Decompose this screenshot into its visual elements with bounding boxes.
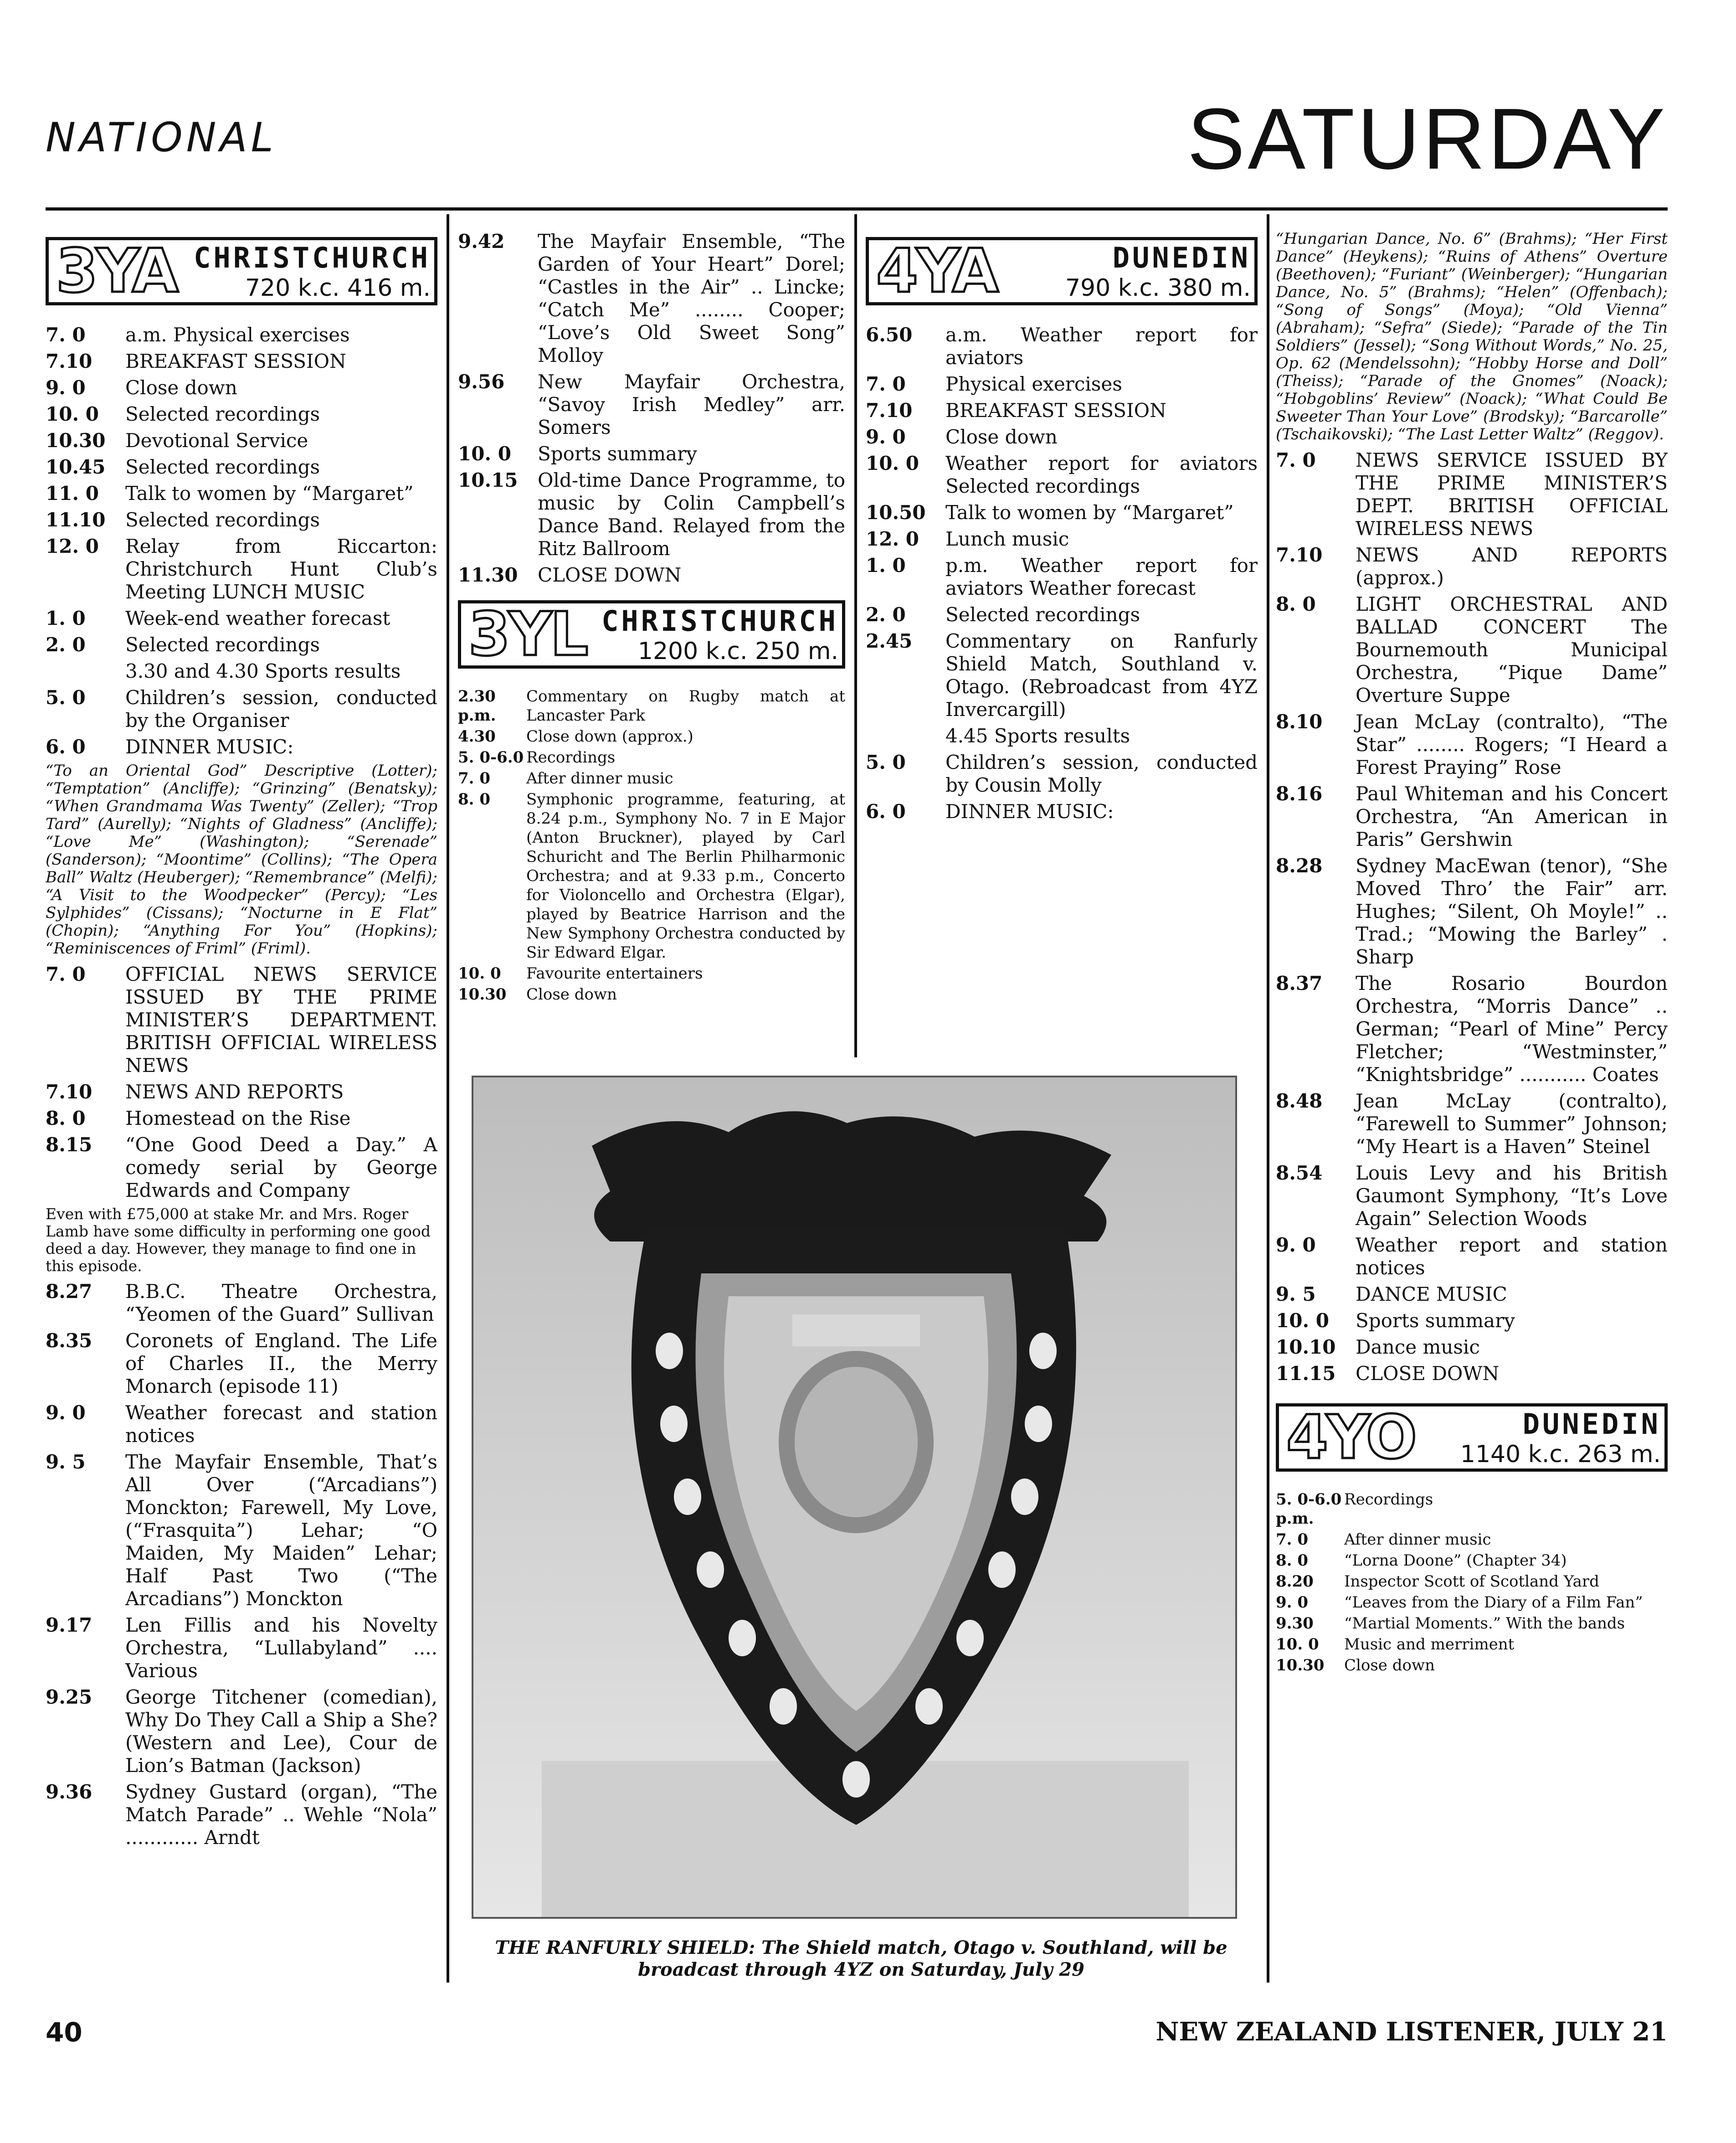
entry-description: Weather report and station notices [1356, 1234, 1668, 1279]
schedule-entry [1276, 1551, 1668, 1570]
schedule-entry [1276, 1656, 1668, 1675]
entry-time: 5. 0-6.0 [458, 748, 524, 767]
entry-time: 10. 0 [1276, 1309, 1329, 1332]
entry-description: Symphonic programme, featuring, at 8.24 p.m., Symphony No. 7 in E Major (Anton Bruckner), played by Carl Schuricht and The Berlin Philharmonic Orchestra; and at 9.33 p.m., Concerto for Violoncello and Orchestra (Elgar), played by Beatrice Harrison and the New Symphony Orchestra conducted by Sir Edward Elgar. [526, 790, 845, 962]
schedule-entry [866, 554, 1258, 600]
schedule-entry [866, 630, 1258, 721]
entry-description: After dinner music [526, 769, 673, 788]
entry-description: Recordings [526, 748, 616, 767]
entry-description: Dance music [1356, 1336, 1480, 1358]
schedule-entry [1276, 1635, 1668, 1654]
entry-time: 10. 0 [866, 452, 919, 474]
schedule-entry [458, 469, 845, 560]
entry-description: Commentary on Rugby match at Lancaster Park [526, 687, 845, 725]
schedule-entry [46, 686, 437, 732]
schedule-entry [866, 603, 1258, 626]
station-logo: 3YL [468, 599, 587, 670]
station-logo: 3YA [56, 237, 177, 306]
schedule-entry [458, 769, 845, 788]
schedule-entry [46, 482, 437, 505]
schedule-entry [1276, 1309, 1668, 1332]
entry-time: 6. 0 [866, 800, 906, 823]
schedule-entry [46, 1081, 437, 1103]
schedule-list [866, 324, 1258, 823]
entry-time: 10.45 [46, 456, 106, 478]
entry-time: 7. 0 [458, 769, 490, 788]
entry-time: 1. 0 [46, 607, 86, 629]
schedule-entry [458, 443, 845, 465]
entry-description: “Lorna Doone” (Chapter 34) [1344, 1551, 1567, 1570]
entry-time: 9. 0 [46, 376, 86, 399]
schedule-entry [458, 748, 845, 767]
entry-time: 9. 0 [866, 426, 906, 448]
station-city: CHRISTCHURCH [601, 604, 838, 638]
entry-description: Selected recordings [125, 456, 320, 478]
header-rule [46, 207, 1668, 211]
entry-description: LIGHT ORCHESTRAL AND BALLAD CONCERT The Bournemouth Municipal Orchestra, “Pique Dame” Overture Suppe [1356, 593, 1668, 706]
entry-time: 10. 0 [458, 964, 501, 983]
column-4 [1276, 230, 1668, 1980]
entry-description: DANCE MUSIC [1356, 1283, 1507, 1305]
station-banner-3yl [458, 600, 845, 669]
entry-time: 9.42 [458, 230, 505, 252]
entry-time: 9. 0 [1276, 1234, 1316, 1256]
schedule-entry [866, 501, 1258, 524]
entry-description: After dinner music [1344, 1530, 1491, 1549]
entry-time: 7. 0 [1276, 1530, 1308, 1549]
entry-time [866, 725, 945, 747]
entry-description: Close down [1344, 1656, 1435, 1674]
schedule-entry [46, 324, 437, 346]
schedule-entry [866, 426, 1258, 448]
entry-description: Physical exercises [945, 373, 1122, 395]
photo-caption: THE RANFURLY SHIELD: The Shield match, Otago v. Southland, will be broadcast through 4YZ on Saturday, July 29 [495, 1937, 1228, 1980]
entry-description: Talk to women by “Margaret” [125, 482, 414, 505]
entry-time: 9.30 [1276, 1614, 1314, 1633]
entry-description: Music and merriment [1344, 1635, 1515, 1654]
station-banner-4yo [1276, 1403, 1668, 1472]
schedule-entry [1276, 1490, 1668, 1528]
entry-time: 9.36 [46, 1781, 92, 1803]
entry-description: NEWS AND REPORTS (approx.) [1356, 544, 1668, 589]
entry-time: 5. 0-6.0 p.m. [1276, 1490, 1342, 1528]
schedule-entry [866, 373, 1258, 396]
station-frequency: 790 k.c. 380 m. [1065, 274, 1251, 302]
entry-description: Homestead on the Rise [125, 1107, 351, 1129]
schedule-entry [1276, 783, 1668, 851]
schedule-entry [1276, 1234, 1668, 1279]
entry-description: Commentary on Ranfurly Shield Match, Southland v. Otago. (Rebroadcast from 4YZ Invercargill) [945, 630, 1258, 721]
schedule-entry [1276, 972, 1668, 1086]
entry-description: Sydney Gustard (organ), “The Match Parade” .. Wehle “Nola” ............ Arndt [125, 1781, 437, 1849]
entry-description: Weather report for aviators Selected recordings [945, 452, 1258, 497]
entry-description: Selected recordings [125, 403, 320, 425]
schedule-entry [46, 456, 437, 479]
entry-description: Favourite entertainers [526, 964, 703, 983]
schedule-entry [866, 800, 1258, 823]
schedule-entry [46, 736, 437, 758]
entry-description: Close down [526, 985, 617, 1004]
entry-description: CLOSE DOWN [538, 564, 682, 586]
entry-description: NEWS AND REPORTS [125, 1081, 344, 1103]
entry-description: Close down [945, 426, 1058, 448]
entry-time: 11. 0 [46, 482, 99, 505]
schedule-entry [46, 1781, 437, 1849]
dinner-music-list: “To an Oriental God” Descriptive (Lotter); “Temptation” (Ancliffe); “Grinzing” (Benatsky); “When Grandmama Was Twenty” (Zeller); “Trop Tard” (Aurelly); “Nights of Gladness” (Ancliffe); “Love Me” (Washington); “Serenade” (Sanderson); “Moontime” (Collins); “The Opera Ball” Waltz (Heuberger); “Remembrance” (Melfi); “A Visit to the Woodpecker” (Percy); “Les Sylphides” (Cissans); “Nocturne in E Flat” (Chopin); “Anything For You” (Hopkins); “Reminiscences of Friml” (Friml). [46, 762, 437, 958]
entry-time: 9. 5 [1276, 1283, 1316, 1305]
entry-time: 7. 0 [866, 373, 906, 395]
entry-time: 5. 0 [46, 686, 86, 709]
entry-time: 8. 0 [458, 790, 490, 809]
entry-description: Weather forecast and station notices [125, 1401, 437, 1447]
entry-description: Selected recordings [945, 603, 1140, 626]
entry-description: “One Good Deed a Day.” A comedy serial by George Edwards and Company [125, 1133, 437, 1201]
schedule-entry [1276, 1572, 1668, 1591]
entry-description: “Martial Moments.” With the bands [1344, 1614, 1625, 1633]
entry-description: a.m. Physical exercises [125, 324, 350, 346]
entry-time: 2. 0 [46, 634, 86, 656]
schedule-entry [46, 963, 437, 1077]
entry-description: Children’s session, conducted by the Organiser [125, 686, 437, 732]
entry-description: B.B.C. Theatre Orchestra, “Yeomen of the Guard” Sullivan [125, 1280, 437, 1325]
entry-description: Jean McLay (contralto), “The Star” ........ Rogers; “I Heard a Forest Praying” Rose [1356, 711, 1668, 778]
entry-time: 8.48 [1276, 1090, 1323, 1112]
column-3ya [46, 237, 437, 1978]
schedule-entry [46, 1614, 437, 1682]
entry-time: 10.10 [1276, 1336, 1336, 1358]
entry-description: Children’s session, conducted by Cousin Molly [945, 751, 1258, 796]
entry-time: 8.20 [1276, 1572, 1314, 1591]
entry-time: 11.10 [46, 509, 106, 531]
schedule-list [46, 324, 437, 758]
entry-time: 7.10 [46, 350, 92, 372]
station-banner-4ya [866, 237, 1258, 305]
entry-time: 8.15 [46, 1133, 92, 1156]
column-divider [854, 214, 857, 1057]
schedule-entry [458, 230, 845, 367]
schedule-entry [1276, 711, 1668, 779]
schedule-list [458, 687, 845, 1004]
schedule-list [458, 230, 845, 587]
entry-time: 6.50 [866, 324, 913, 346]
entry-time: 8.54 [1276, 1162, 1323, 1184]
schedule-list [46, 1280, 437, 1849]
entry-time: 2.30 p.m. [458, 687, 496, 725]
entry-time: 7.10 [866, 399, 913, 422]
publication-footer: NEW ZEALAND LISTENER, JULY 21 [1156, 2017, 1668, 2047]
entry-time: 8.28 [1276, 855, 1323, 877]
schedule-entry [1276, 855, 1668, 968]
schedule-entry [866, 324, 1258, 369]
schedule-entry [458, 687, 845, 725]
schedule-entry [1276, 1283, 1668, 1306]
entry-description: Louis Levy and his British Gaumont Symphony, “It’s Love Again” Selection Woods [1356, 1162, 1668, 1230]
entry-time: 2. 0 [866, 603, 906, 626]
schedule-entry [46, 660, 437, 683]
entry-description: Devotional Service [125, 429, 308, 452]
schedule-entry [46, 634, 437, 656]
entry-description: p.m. Weather report for aviators Weather forecast [945, 554, 1258, 599]
entry-time: 10.30 [46, 429, 106, 452]
entry-time: 8. 0 [1276, 593, 1316, 615]
schedule-entry [46, 1133, 437, 1202]
entry-description: The Rosario Bourdon Orchestra, “Morris Dance” .. German; “Pearl of Mine” Percy Fletcher; “Westminster,” “Knightsbridge” ........... Coates [1356, 972, 1668, 1086]
entry-description: Selected recordings [125, 634, 320, 656]
entry-description: 4.45 Sports results [945, 725, 1130, 747]
schedule-entry [46, 403, 437, 426]
entry-description: NEWS SERVICE ISSUED BY THE PRIME MINISTER’S DEPT. BRITISH OFFICIAL WIRELESS NEWS [1356, 449, 1668, 540]
section-label: NATIONAL [46, 114, 277, 161]
day-title: SATURDAY [1187, 91, 1668, 187]
schedule-entry [46, 1451, 437, 1610]
entry-time: 8. 0 [46, 1107, 86, 1129]
schedule-entry [458, 727, 845, 746]
entry-time: 7. 0 [46, 963, 86, 985]
ranfurly-shield-photo [472, 1076, 1237, 1919]
schedule-entry [1276, 1530, 1668, 1549]
entry-time: 8.27 [46, 1280, 92, 1303]
schedule-entry [1276, 1336, 1668, 1359]
schedule-entry [1276, 1614, 1668, 1633]
schedule-entry [458, 964, 845, 983]
entry-time: 7.10 [1276, 544, 1323, 566]
entry-description: Talk to women by “Margaret” [945, 501, 1234, 524]
column-4ya [866, 237, 1258, 1057]
schedule-entry [1276, 1362, 1668, 1385]
entry-time: 10.50 [866, 501, 926, 524]
entry-time: 1. 0 [866, 554, 906, 577]
station-frequency: 1140 k.c. 263 m. [1460, 1440, 1661, 1468]
entry-time: 7.10 [46, 1081, 92, 1103]
station-city: DUNEDIN [1522, 1407, 1661, 1441]
schedule-entry [1276, 449, 1668, 540]
schedule-entry [458, 985, 845, 1004]
schedule-entry [1276, 1593, 1668, 1612]
schedule-entry [458, 564, 845, 587]
entry-description: Jean McLay (contralto), “Farewell to Summer” Johnson; “My Heart is a Haven” Steinel [1356, 1090, 1668, 1158]
entry-time: 10.15 [458, 469, 518, 491]
schedule-list [1276, 1490, 1668, 1675]
entry-time: 5. 0 [866, 751, 906, 773]
entry-time: 10. 0 [1276, 1635, 1319, 1654]
entry-time: 10. 0 [46, 403, 99, 425]
schedule-list [1276, 449, 1668, 1385]
entry-time: 8.16 [1276, 783, 1323, 805]
entry-description: Coronets of England. The Life of Charles II., the Merry Monarch (episode 11) [125, 1329, 437, 1397]
station-logo: 4YA [876, 237, 997, 306]
schedule-entry [458, 371, 845, 439]
entry-description: BREAKFAST SESSION [945, 399, 1166, 422]
schedule-entry [866, 751, 1258, 797]
station-frequency: 1200 k.c. 250 m. [637, 637, 838, 665]
entry-description: Close down (approx.) [526, 727, 693, 746]
entry-description: Sports summary [1356, 1309, 1515, 1332]
entry-description: George Titchener (comedian), Why Do They Call a Ship a She? (Western and Lee), Cour de Lion’s Batman (Jackson) [125, 1686, 437, 1777]
entry-description: BREAKFAST SESSION [125, 350, 346, 372]
entry-description: New Mayfair Orchestra, “Savoy Irish Medley” arr. Somers [538, 371, 845, 438]
schedule-entry [46, 376, 437, 399]
entry-description: Selected recordings [125, 509, 320, 531]
entry-description: The Mayfair Ensemble, That’s All Over (“Arcadians”) Monckton; Farewell, My Love, (“Frasquita”) Lehar; “O Maiden, My Maiden” Lehar; Half Past Two (“The Arcadians”) Monckton [125, 1451, 437, 1610]
entry-time: 10. 0 [458, 443, 511, 465]
shield-illustration [473, 1077, 1235, 1917]
station-city: DUNEDIN [1112, 241, 1251, 274]
schedule-entry [46, 535, 437, 603]
schedule-entry [46, 1686, 437, 1777]
schedule-entry [1276, 593, 1668, 707]
entry-time: 10.30 [458, 985, 507, 1004]
dinner-music-list: “Hungarian Dance, No. 6” (Brahms); “Her First Dance” (Heykens); “Ruins of Athens” Overture (Beethoven); “Furiant” (Weinberger); “Hungarian Dance, No. 5” (Brahms); “Helen” (Offenbach); “Song of Songs” (Moya); “Old Vienna” (Abraham); “Sefra” (Siede); “Parade of the Tin Soldiers” (Jessel); “Song Without Words,” No. 25, Op. 62 (Mendelssohn); “Hobby Horse and Doll” (Theiss); “Parade of the Gnomes” (Noack); “Hobgoblins’ Review” (Noack); “What Could Be Sweeter Than Your Love” (Brodsky); “Barcarolle” (Tschaikovski); “The Last Letter Waltz” (Reggov). [1276, 230, 1668, 443]
schedule-entry [46, 1107, 437, 1130]
schedule-entry [46, 1401, 437, 1447]
entry-description: “Leaves from the Diary of a Film Fan” [1344, 1593, 1643, 1612]
entry-time: 9. 5 [46, 1451, 86, 1473]
entry-description: Week-end weather forecast [125, 607, 390, 629]
entry-description: Sports summary [538, 443, 697, 465]
schedule-entry [458, 790, 845, 962]
station-logo: 4YO [1286, 1402, 1415, 1473]
entry-description: Sydney MacEwan (tenor), “She Moved Thro’ the Fair” arr. Hughes; “Silent, Oh Moyle!” .. Trad.; “Mowing the Barley” . Sharp [1356, 855, 1668, 968]
entry-time: 9.56 [458, 371, 505, 393]
station-banner-3ya [46, 237, 437, 305]
entry-time: 11.30 [458, 564, 518, 586]
entry-time: 9. 0 [46, 1401, 86, 1424]
schedule-entry [866, 725, 1258, 747]
column-2 [458, 230, 845, 1060]
schedule-entry [866, 399, 1258, 422]
entry-time: 2.45 [866, 630, 913, 652]
entry-time: 8. 0 [1276, 1551, 1308, 1570]
column-divider [447, 214, 449, 1983]
entry-description: OFFICIAL NEWS SERVICE ISSUED BY THE PRIME MINISTER’S DEPARTMENT. BRITISH OFFICIAL WIRELESS NEWS [125, 963, 437, 1077]
schedule-entry [46, 1329, 437, 1398]
entry-time: 8.35 [46, 1329, 92, 1352]
entry-description: CLOSE DOWN [1356, 1362, 1500, 1385]
schedule-entry [866, 452, 1258, 498]
entry-description: 3.30 and 4.30 Sports results [125, 660, 401, 682]
schedule-entry [1276, 1090, 1668, 1158]
entry-time: 9.17 [46, 1614, 92, 1636]
schedule-entry [1276, 544, 1668, 589]
entry-time: 11.15 [1276, 1362, 1336, 1385]
entry-description: Close down [125, 376, 237, 399]
schedule-entry [46, 607, 437, 630]
schedule-entry [46, 429, 437, 452]
schedule-entry [46, 1280, 437, 1326]
entry-description: Lunch music [945, 528, 1069, 550]
entry-description: Inspector Scott of Scotland Yard [1344, 1572, 1599, 1591]
entry-description: a.m. Weather report for aviators [945, 324, 1258, 369]
entry-time [46, 660, 125, 683]
entry-time: 10.30 [1276, 1656, 1325, 1674]
entry-time: 7. 0 [46, 324, 86, 346]
schedule-entry [1276, 1162, 1668, 1230]
column-divider [1267, 214, 1269, 1983]
entry-time: 12. 0 [46, 535, 99, 557]
entry-description: DINNER MUSIC: [945, 800, 1114, 823]
entry-description: The Mayfair Ensemble, “The Garden of Your Heart” Dorel; “Castles in the Air” .. Lincke; “Catch Me” ........ Cooper; “Love’s Old Sweet Song” Molloy [538, 230, 845, 366]
entry-time: 4.30 [458, 727, 496, 746]
entry-time: 8.10 [1276, 711, 1323, 733]
entry-description: Old-time Dance Programme, to music by Colin Campbell’s Dance Band. Relayed from the Ritz Ballroom [538, 469, 845, 560]
entry-description: Recordings [1344, 1490, 1433, 1509]
station-city: CHRISTCHURCH [194, 241, 431, 274]
entry-description: DINNER MUSIC: [125, 736, 294, 758]
program-note: Even with £75,000 at stake Mr. and Mrs. Roger Lamb have some difficulty in performing one good deed a day. However, they manage to find one in this episode. [46, 1205, 431, 1275]
entry-time: 9.25 [46, 1686, 92, 1708]
entry-time: 8.37 [1276, 972, 1323, 994]
station-frequency: 720 k.c. 416 m. [245, 274, 431, 302]
entry-time: 7. 0 [1276, 449, 1316, 471]
entry-time: 6. 0 [46, 736, 86, 758]
entry-description: Relay from Riccarton: Christchurch Hunt Club’s Meeting LUNCH MUSIC [125, 535, 437, 603]
entry-description: Paul Whiteman and his Concert Orchestra, “An American in Paris” Gershwin [1356, 783, 1668, 850]
page-number: 40 [46, 2017, 82, 2048]
schedule-entry [46, 350, 437, 373]
entry-description: Len Fillis and his Novelty Orchestra, “Lullabyland” .... Various [125, 1614, 437, 1682]
entry-time: 9. 0 [1276, 1593, 1308, 1612]
schedule-entry [866, 528, 1258, 551]
schedule-list [46, 963, 437, 1202]
entry-time: 12. 0 [866, 528, 919, 550]
schedule-entry [46, 509, 437, 531]
